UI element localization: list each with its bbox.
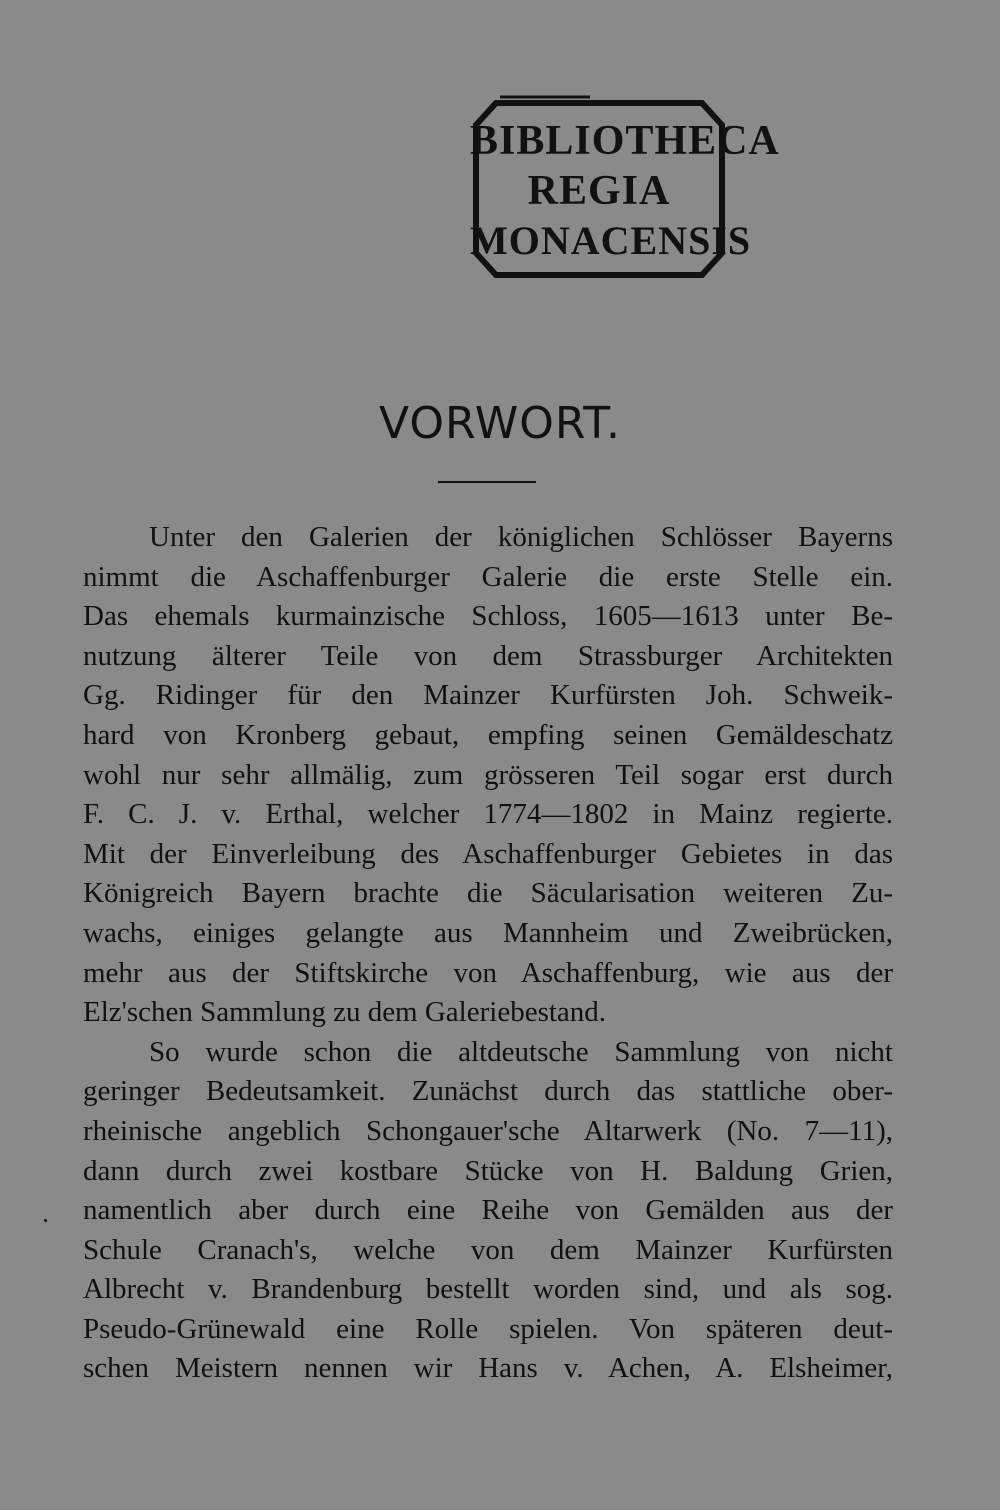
text-line: hard von Kronberg gebaut, empfing seinen Gemäldeschatz (83, 718, 893, 751)
body-text (83, 518, 893, 1389)
text-line: F. C. J. v. Erthal, welcher 1774—1802 in Mainz regierte. (83, 798, 893, 831)
text-line: rheinische angeblich Schongauer'sche Altarwerk (No. 7—11), (83, 1114, 893, 1147)
stamp-line-2: REGIA (527, 168, 671, 214)
text-line: geringer Bedeutsamkeit. Zunächst durch das stattliche ober- (83, 1075, 893, 1108)
text-line: Albrecht v. Brandenburg bestellt worden sind, und als sog. (83, 1273, 893, 1306)
text-line: nutzung älterer Teile von dem Strassburger Architekten (83, 639, 893, 672)
text-line: Mit der Einverleibung des Aschaffenburger Gebietes in das (83, 837, 893, 870)
text-line: Gg. Ridinger für den Mainzer Kurfürsten Joh. Schweik- (83, 679, 893, 712)
text-line: dann durch zwei kostbare Stücke von H. Baldung Grien, (83, 1154, 893, 1187)
text-line: Pseudo-Grünewald eine Rolle spielen. Von späteren deut- (83, 1312, 893, 1345)
stamp-line-3: MONACENSIS (470, 218, 752, 263)
text-line: Das ehemals kurmainzische Schloss, 1605—1613 unter Be- (83, 600, 893, 633)
page-title: VORWORT. (379, 398, 621, 449)
title-divider (438, 481, 536, 483)
text-line: Königreich Bayern brachte die Säcularisation weiteren Zu- (83, 877, 893, 910)
text-line: mehr aus der Stiftskirche von Aschaffenburg, wie aus der (83, 956, 893, 989)
stamp-line-1: BIBLIOTHECA (470, 118, 780, 164)
text-line: Elz'schen Sammlung zu dem Galeriebestand. (83, 996, 607, 1029)
text-line: Schule Cranach's, welche von dem Mainzer Kurfürsten (83, 1233, 893, 1266)
text-line: Unter den Galerien der königlichen Schlösser Bayerns (149, 521, 893, 553)
text-line: wachs, einiges gelangte aus Mannheim und Zweibrücken, (83, 916, 893, 949)
text-line: nimmt die Aschaffenburger Galerie die erste Stelle ein. (83, 560, 893, 593)
text-line: wohl nur sehr allmälig, zum grösseren Teil sogar erst durch (83, 758, 893, 791)
text-line: So wurde schon die altdeutsche Sammlung von nicht (149, 1035, 893, 1068)
margin-speck (44, 1219, 47, 1222)
library-stamp (470, 95, 780, 283)
text-line: schen Meistern nennen wir Hans v. Achen, A. Elsheimer, (83, 1352, 893, 1385)
text-line: namentlich aber durch eine Reihe von Gemälden aus der (83, 1194, 893, 1227)
